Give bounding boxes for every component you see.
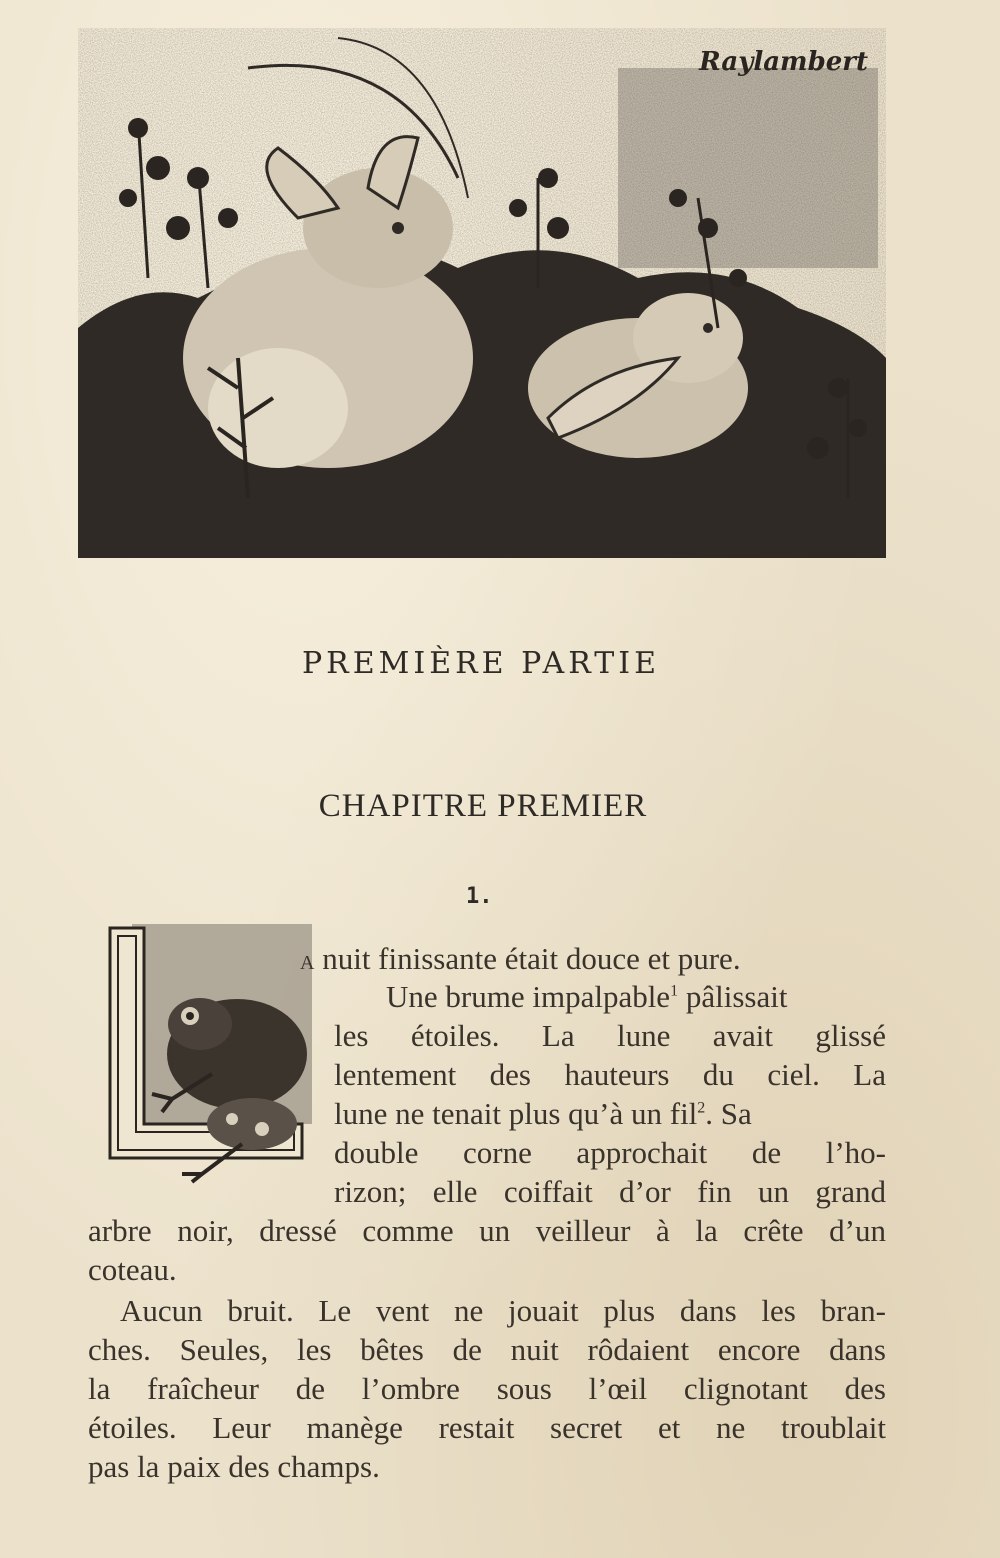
text-line xyxy=(386,978,787,1016)
chapter-title: CHAPITRE PREMIER xyxy=(318,788,648,824)
text-line: la fraîcheur de l’ombre sous l’œil clignotant des xyxy=(88,1371,886,1406)
footnote-ref: 1 xyxy=(670,982,679,1000)
text-line xyxy=(334,1095,752,1133)
text-line: Aucun bruit. Le vent ne jouait plus dans les bran- xyxy=(120,1293,886,1328)
dropcap-letter-illustration xyxy=(92,924,314,1186)
text-line: étoiles. Leur manège restait secret et ne troublait xyxy=(88,1410,886,1445)
footnote-ref: 2 xyxy=(697,1099,706,1117)
illustration-signature: Raylambert xyxy=(699,47,868,77)
text-line: coteau. xyxy=(88,1252,177,1287)
text-line: double corne approchait de l’ho- xyxy=(334,1135,886,1170)
text-line: ches. Seules, les bêtes de nuit rôdaient encore dans xyxy=(88,1332,886,1367)
text-line: lentement des hauteurs du ciel. La xyxy=(334,1057,886,1092)
text-line: pas la paix des champs. xyxy=(88,1449,380,1484)
text-line-content: nuit finissante était douce et pure. xyxy=(322,941,741,976)
dropcap-continuation: A xyxy=(300,952,315,974)
text-line: les étoiles. La lune avait glissé xyxy=(334,1018,886,1053)
text-line: arbre noir, dressé comme un veilleur à la crête d’un xyxy=(88,1213,886,1248)
rabbits-illustration xyxy=(78,28,886,558)
text-line: rizon; elle coiffait d’or fin un grand xyxy=(334,1174,886,1209)
text-line-content: lune ne tenait plus qu’à un fil xyxy=(334,1096,698,1131)
text-line xyxy=(300,940,741,978)
text-line-content: pâlissait xyxy=(678,979,788,1014)
part-title: PREMIÈRE PARTIE xyxy=(301,646,661,681)
section-number: 1. xyxy=(466,884,493,909)
text-line-content: . Sa xyxy=(705,1096,752,1131)
text-line-content: Une brume impalpable xyxy=(386,979,671,1014)
